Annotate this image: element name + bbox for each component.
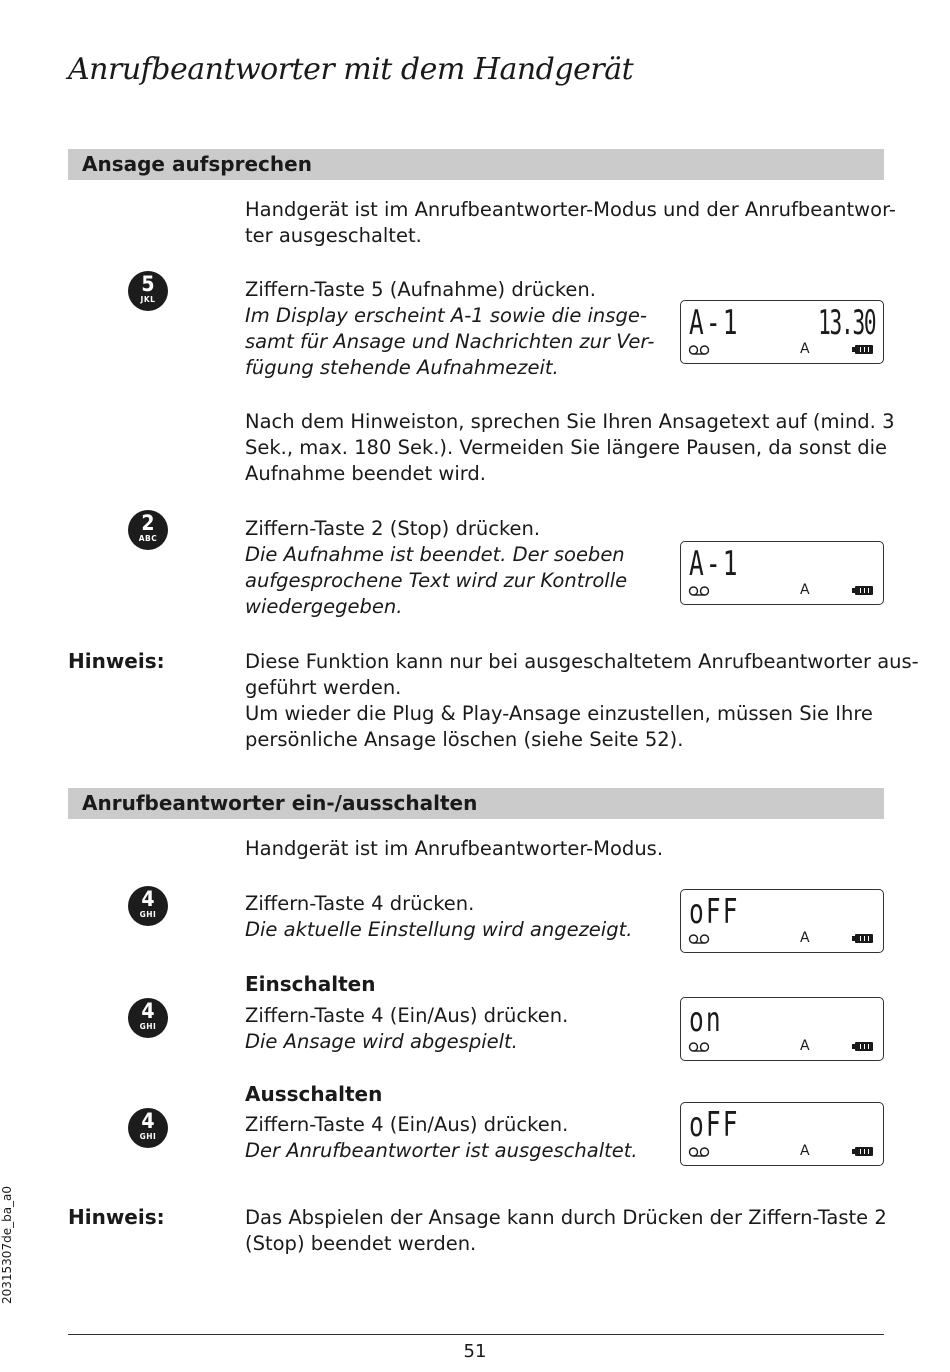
lcd-indicator: A <box>800 341 810 357</box>
key-digit: 4 <box>141 887 155 911</box>
step-show-setting <box>245 891 632 943</box>
lcd-main-text: oFF <box>689 892 740 932</box>
step-switch-off <box>245 1112 638 1164</box>
step-result: Im Display erscheint A-1 sowie die insge- <box>245 304 647 327</box>
section-heading-label: Anrufbeantworter ein-/ausschalten <box>82 791 478 815</box>
lcd-indicator: A <box>800 1143 810 1159</box>
step-result: Der Anrufbeantworter ist ausgeschaltet. <box>245 1139 638 1162</box>
section1-intro <box>245 197 896 249</box>
step-result: wiedergegeben. <box>245 595 403 618</box>
note-text <box>245 649 919 753</box>
note-text <box>245 1205 887 1257</box>
lcd-main-text: oFF <box>689 1105 740 1145</box>
step-instruction: Ziffern-Taste 4 drücken. <box>245 892 475 915</box>
note-line: persönliche Ansage löschen (siehe Seite 52). <box>245 728 684 751</box>
subheading-einschalten: Einschalten <box>245 972 376 996</box>
lcd-indicator: A <box>800 930 810 946</box>
note-line: geführt werden. <box>245 676 402 699</box>
section-heading-ein-ausschalten <box>68 788 884 819</box>
lcd-main-text: A-1 <box>689 544 740 584</box>
subheading-ausschalten: Ausschalten <box>245 1082 383 1106</box>
intro-line: Handgerät ist im Anrufbeantworter-Modus und der Anrufbeantwor- <box>245 198 896 221</box>
step-stop <box>245 516 627 620</box>
note-line: Das Abspielen der Ansage kann durch Drücken der Ziffern-Taste 2 <box>245 1206 887 1229</box>
key-4-icon <box>128 998 168 1038</box>
tape-icon <box>688 1146 710 1158</box>
lcd-main-text: A-1 <box>689 303 740 343</box>
intro-line: ter ausgeschaltet. <box>245 224 422 247</box>
lcd-display <box>680 300 884 364</box>
lcd-display <box>680 1102 884 1166</box>
battery-icon <box>855 1147 873 1156</box>
lcd-display <box>680 541 884 605</box>
key-4-icon <box>128 886 168 926</box>
key-5-icon <box>128 271 168 311</box>
tape-icon <box>688 344 710 356</box>
battery-icon <box>855 934 873 943</box>
page-number: 51 <box>463 1341 487 1362</box>
step-switch-on <box>245 1003 568 1055</box>
paragraph-line: Aufnahme beendet wird. <box>245 462 486 485</box>
section-heading-label: Ansage aufsprechen <box>82 152 312 176</box>
key-digit: 4 <box>141 999 155 1023</box>
battery-icon <box>855 586 873 595</box>
document-code: 20315307de_ba_a0 <box>0 1185 14 1304</box>
paragraph-line: Sek., max. 180 Sek.). Vermeiden Sie längere Pausen, da sonst die <box>245 436 888 459</box>
step-record <box>245 277 654 381</box>
key-letters: GHI <box>139 1022 157 1031</box>
step-instruction: Ziffern-Taste 2 (Stop) drücken. <box>245 517 541 540</box>
key-digit: 2 <box>141 511 155 535</box>
step-result: Die Aufnahme ist beendet. Der soeben <box>245 543 625 566</box>
key-letters: JKL <box>140 295 156 304</box>
step-instruction: Ziffern-Taste 4 (Ein/Aus) drücken. <box>245 1113 569 1136</box>
lcd-main-text: on <box>689 1000 723 1040</box>
step-result: Die aktuelle Einstellung wird angezeigt. <box>245 918 633 941</box>
intro-line: Handgerät ist im Anrufbeantworter-Modus. <box>245 837 664 860</box>
section-heading-ansage-aufsprechen <box>68 149 884 180</box>
lcd-indicator: A <box>800 582 810 598</box>
section2-intro <box>245 836 663 862</box>
lcd-display <box>680 997 884 1061</box>
step-instruction: Ziffern-Taste 5 (Aufnahme) drücken. <box>245 278 596 301</box>
battery-icon <box>855 1042 873 1051</box>
battery-icon <box>855 345 873 354</box>
note-label: Hinweis: <box>68 1205 165 1229</box>
step-result: aufgesprochene Text wird zur Kontrolle <box>245 569 628 592</box>
tape-icon <box>688 933 710 945</box>
note-line: Diese Funktion kann nur bei ausgeschaltetem Anrufbeantworter aus- <box>245 650 919 673</box>
lcd-indicator: A <box>800 1038 810 1054</box>
key-4-icon <box>128 1108 168 1148</box>
key-letters: GHI <box>139 1132 157 1141</box>
step-result: fügung stehende Aufnahmezeit. <box>245 356 559 379</box>
note-line: Um wieder die Plug & Play-Ansage einzustellen, müssen Sie Ihre <box>245 702 873 725</box>
step-result: Die Ansage wird abgespielt. <box>245 1030 518 1053</box>
tape-icon <box>688 1041 710 1053</box>
key-digit: 5 <box>141 272 155 296</box>
note-line: (Stop) beendet werden. <box>245 1232 477 1255</box>
step-instruction: Ziffern-Taste 4 (Ein/Aus) drücken. <box>245 1004 569 1027</box>
key-letters: ABC <box>138 534 158 543</box>
step-result: samt für Ansage und Nachrichten zur Ver- <box>245 330 655 353</box>
key-digit: 4 <box>141 1109 155 1133</box>
tape-icon <box>688 585 710 597</box>
key-letters: GHI <box>139 910 157 919</box>
lcd-time: 13.30 <box>817 303 875 343</box>
lcd-display <box>680 889 884 953</box>
page-title: Anrufbeantworter mit dem Handgerät <box>68 52 634 87</box>
paragraph-line: Nach dem Hinweiston, sprechen Sie Ihren Ansagetext auf (mind. 3 <box>245 410 895 433</box>
footer-divider <box>68 1334 884 1335</box>
note-label: Hinweis: <box>68 649 165 673</box>
section1-paragraph <box>245 409 894 487</box>
key-2-icon <box>128 510 168 550</box>
